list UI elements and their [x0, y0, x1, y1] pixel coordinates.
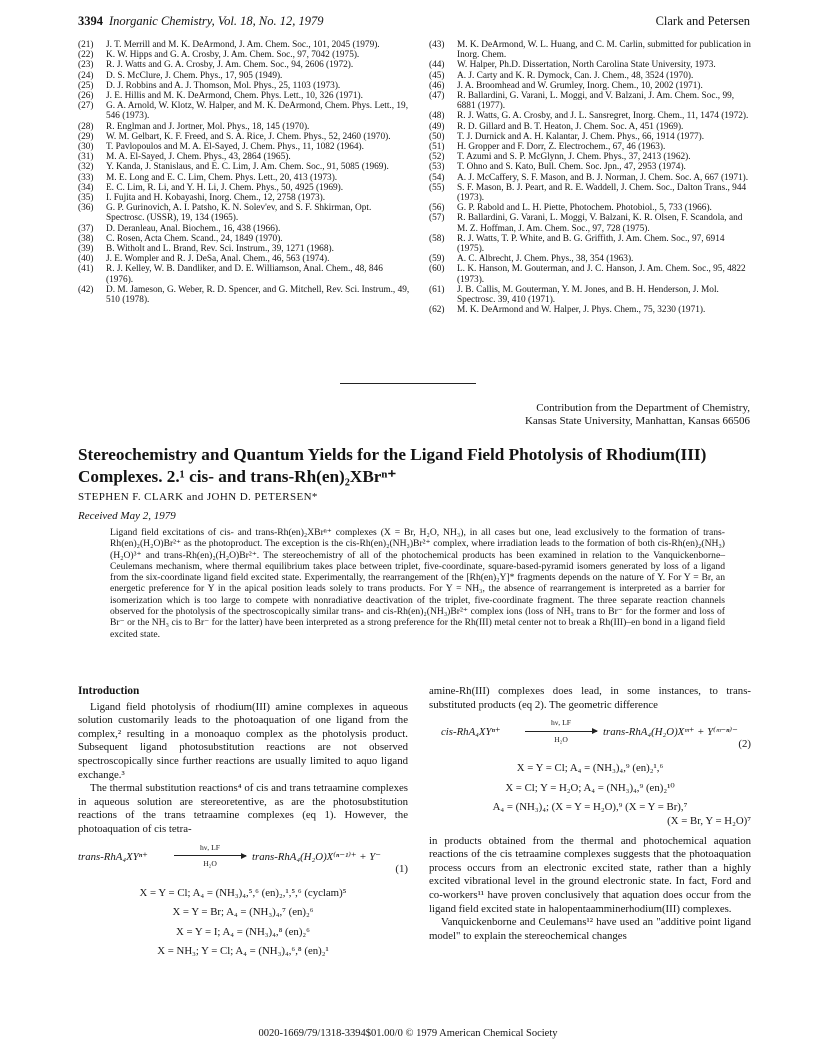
eq1-arrow-label-top: hν, LF [200, 842, 220, 852]
running-authors: Clark and Petersen [655, 14, 750, 28]
reference-number: (25) [78, 80, 94, 91]
reference-text: M. E. Long and E. C. Lim, Chem. Phys. Lett., 20, 413 (1973). [106, 172, 338, 183]
reference-text: A. J. McCaffery, S. F. Mason, and B. J. Norman, J. Chem. Soc. A, 667 (1971). [457, 172, 749, 183]
reference-number: (60) [429, 264, 445, 275]
right-paragraph-1: amine-Rh(III) complexes does lead, in some instances, to trans-substituted products (eq 2). The geometric difference [429, 685, 751, 711]
reference-text: R. Englman and J. Jortner, Mol. Phys., 18, 145 (1970). [106, 121, 310, 132]
reference-number: (50) [429, 131, 445, 142]
reference-entry [78, 91, 411, 101]
reference-number: (53) [429, 162, 445, 173]
reference-entry [78, 60, 411, 70]
reference-text: T. Azumi and S. P. McGlynn, J. Chem. Phys., 37, 2413 (1962). [457, 152, 691, 163]
eq2-condition-3b: (X = Br, Y = H₂O)⁷ [667, 814, 751, 827]
reference-text: I. Fujita and H. Kobayashi, Inorg. Chem., 12, 2758 (1973). [106, 193, 326, 204]
reference-entry [429, 285, 751, 305]
journal-name: Inorganic Chemistry, Vol. 18, No. 12, 1979 [109, 14, 324, 28]
reference-number: (34) [78, 182, 94, 193]
reference-entry [78, 152, 411, 162]
reference-number: (45) [429, 70, 445, 81]
reference-entry [429, 183, 751, 203]
reference-number: (27) [78, 101, 94, 112]
reference-number: (39) [78, 244, 94, 255]
reference-text: D. J. Robbins and A. J. Thomson, Mol. Phys., 25, 1103 (1973). [106, 80, 341, 91]
eq1-arrow [174, 841, 246, 871]
reference-entry [429, 173, 751, 183]
title-line-1: Stereochemistry and Quantum Yields for the Ligand Field Photolysis of Rhodium(III) [78, 445, 707, 464]
reference-entry [429, 40, 751, 60]
reference-number: (54) [429, 172, 445, 183]
eq2-reactant: cis-RhA₄XYⁿ⁺ [441, 726, 501, 739]
intro-paragraph-2: The thermal substitution reactions⁴ of cis and trans tetraamine complexes in aqueous solution are stereoretentive, as are the photosubstitution reactions of the trans tetraamine complexes (eq 1). However, the photoaquation of cis tetra- [78, 782, 408, 835]
intro-paragraph-1: Ligand field photolysis of rhodium(III) amine complexes in aqueous solution customarily leads to the photoaquation of one ligand from the complex,² resulting in a monoaquo complex as the photolysis product. Subsequent ligand photosubstitution reactions are not observed spectroscopically since further reactions are usually limited to aquo ligand exchange.³ [78, 700, 408, 781]
reference-list-left [78, 40, 411, 305]
reference-text: G. P. Gurinovich, A. I. Patsho, K. N. Solev'ev, and S. F. Shkirman, Opt. Spectrosc. (USSR), 19, 134 (1965). [106, 203, 372, 224]
reference-number: (62) [429, 305, 445, 316]
reference-entry [429, 142, 751, 152]
reference-number: (31) [78, 152, 94, 163]
contribution-affiliation [290, 402, 750, 428]
reference-text: R. J. Watts, T. P. White, and B. G. Griffith, J. Am. Chem. Soc., 97, 6914 (1975). [457, 233, 725, 255]
reference-number: (48) [429, 111, 445, 122]
reference-number: (46) [429, 80, 445, 91]
reference-entry [78, 81, 411, 91]
reference-entry [78, 132, 411, 142]
reference-number: (28) [78, 121, 94, 132]
reference-entry [78, 40, 411, 50]
reference-text: Y. Kanda, J. Stanislaus, and E. C. Lim, J. Am. Chem. Soc., 91, 5085 (1969). [106, 162, 389, 173]
reference-text: J. A. Broomhead and W. Grumley, Inorg. Chem., 10, 2002 (1971). [457, 80, 703, 91]
reference-entry [78, 244, 411, 254]
reference-entry [78, 234, 411, 244]
reference-text: J. E. Wompler and R. J. DeSa, Anal. Chem., 46, 563 (1974). [106, 254, 330, 265]
eq1-condition-4: X = NH₃; Y = Cl; A₄ = (NH₃)₄,⁶,⁸ (en)₂¹ [157, 945, 329, 958]
reference-number: (24) [78, 70, 94, 81]
reference-text: J. T. Merrill and M. K. DeArmond, J. Am. Chem. Soc., 101, 2045 (1979). [106, 40, 380, 50]
reference-number: (55) [429, 182, 445, 193]
reference-list-right [429, 40, 751, 315]
equation-1 [78, 841, 408, 881]
eq1-reactant: trans-RhA₄XYⁿ⁺ [78, 850, 148, 863]
title-line-2: Complexes. 2.¹ cis- and trans-Rh(en)₂XBrⁿ⁺ [78, 467, 397, 486]
eq2-arrow-label-top: hν, LF [551, 718, 571, 728]
eq2-number: (2) [738, 738, 751, 751]
reference-entry [78, 122, 411, 132]
reference-entry [78, 285, 411, 305]
reference-entry [78, 173, 411, 183]
affiliation-line-1: Contribution from the Department of Chemistry, [536, 402, 750, 414]
eq2-condition-1: X = Y = Cl; A₄ = (NH₃)₄,⁹ (en)₂¹,⁶ [516, 762, 664, 775]
reference-text: G. A. Arnold, W. Klotz, W. Halper, and M. K. DeArmond, Chem. Phys. Lett., 19, 546 (1973). [106, 101, 409, 122]
reference-text: B. Witholt and L. Brand, Rev. Sci. Instrum., 39, 1271 (1968). [106, 244, 334, 255]
page-number: 3394 [78, 14, 103, 28]
reference-number: (32) [78, 162, 94, 173]
reference-entry [429, 60, 751, 70]
reference-text: R. D. Gillard and B. T. Heaton, J. Chem. Soc. A, 451 (1969). [457, 121, 684, 132]
reference-number: (22) [78, 50, 94, 61]
right-paragraph-3: Vanquickenborne and Ceulemans¹² have used an "additive point ligand model" to explain the stereochemical changes [429, 916, 751, 942]
reference-number: (43) [429, 40, 445, 50]
eq1-condition-3: X = Y = I; A₄ = (NH₃)₄,⁸ (en)₂⁶ [176, 925, 310, 938]
reference-number: (61) [429, 284, 445, 295]
reference-entry [429, 213, 751, 233]
reference-entry [78, 224, 411, 234]
reference-number: (40) [78, 254, 94, 265]
reference-text: R. Ballardini, G. Varani, L. Moggi, and V. Balzani, J. Am. Chem. Soc., 99, 6881 (1977). [457, 91, 735, 112]
reference-text: G. P. Rabold and L. H. Piette, Photochem. Photobiol., 5, 733 (1966). [457, 203, 712, 214]
eq2-condition-2: X = Cl; Y = H₂O; A₄ = (NH₃)₄,⁹ (en)₂¹⁰ [505, 781, 675, 794]
reference-entry [429, 132, 751, 142]
equation-2 [429, 716, 751, 756]
body-column-right [429, 685, 751, 943]
reference-number: (52) [429, 152, 445, 163]
reference-text: M. A. El-Sayed, J. Chem. Phys., 43, 2864 (1965). [106, 152, 291, 163]
reference-text: M. K. DeArmond, W. L. Huang, and C. M. Carlin, submitted for publication in Inorg. Chem. [457, 40, 751, 61]
reference-number: (49) [429, 121, 445, 132]
article-title [78, 444, 758, 488]
eq2-arrow-label-bottom: H₂O [554, 734, 568, 744]
reference-text: A. C. Albrecht, J. Chem. Phys., 38, 354 (1963). [457, 254, 634, 265]
journal-citation [78, 14, 323, 29]
reference-text: M. K. DeArmond and W. Halper, J. Phys. Chem., 75, 3230 (1971). [457, 305, 706, 316]
reference-entry [78, 183, 411, 193]
reference-entry [78, 254, 411, 264]
reference-text: T. Ohno and S. Kato, Bull. Chem. Soc. Jpn., 47, 2953 (1974). [457, 162, 686, 173]
reference-number: (58) [429, 233, 445, 244]
reference-entry [78, 203, 411, 223]
reference-entry [429, 111, 751, 121]
reference-entry [429, 71, 751, 81]
reference-entry [429, 152, 751, 162]
reference-entry [429, 91, 751, 111]
reference-entry [78, 71, 411, 81]
reference-entry [429, 122, 751, 132]
reference-entry [429, 81, 751, 91]
reference-text: A. J. Carty and K. R. Dymock, Can. J. Chem., 48, 3524 (1970). [457, 70, 694, 81]
reference-entry [78, 162, 411, 172]
reference-entry [78, 264, 411, 284]
reference-number: (21) [78, 40, 94, 50]
reference-text: W. M. Gelbart, K. F. Freed, and S. A. Rice, J. Chem. Phys., 52, 2460 (1970). [106, 131, 391, 142]
eq1-condition-2: X = Y = Br; A₄ = (NH₃)₄,⁷ (en)₂⁶ [172, 906, 314, 919]
reference-text: L. K. Hanson, M. Gouterman, and J. C. Hanson, J. Am. Chem. Soc., 95, 4822 (1973). [457, 264, 746, 285]
reference-text: J. B. Callis, M. Gouterman, Y. M. Jones, and B. H. Henderson, J. Mol. Spectrosc. 39, 410 (1971). [457, 284, 719, 306]
reference-entry [78, 193, 411, 203]
reference-number: (56) [429, 203, 445, 214]
eq1-condition-1: X = Y = Cl; A₄ = (NH₃)₄,⁵,⁶ (en)₂,¹,⁵,⁶ (cyclam)⁵ [139, 886, 347, 899]
reference-text: D. M. Jameson, G. Weber, R. D. Spencer, and G. Mitchell, Rev. Sci. Instrum., 49, 510 (1978). [106, 284, 410, 306]
reference-number: (33) [78, 172, 94, 183]
reference-entry [78, 101, 411, 121]
reference-text: K. W. Hipps and G. A. Crosby, J. Am. Chem. Soc., 97, 7042 (1975). [106, 50, 360, 61]
reference-text: R. J. Kelley, W. B. Dandliker, and D. E. Williamson, Anal. Chem., 48, 846 (1976). [106, 264, 383, 285]
reference-text: S. F. Mason, B. J. Peart, and R. E. Waddell, J. Chem. Soc., Dalton Trans., 944 (1973). [457, 182, 747, 204]
reference-entry [429, 234, 751, 254]
reference-entry [429, 264, 751, 284]
reference-text: R. J. Watts and G. A. Crosby, J. Am. Chem. Soc., 94, 2606 (1972). [106, 60, 354, 71]
eq1-arrow-label-bottom: H₂O [203, 859, 217, 869]
reference-entry [429, 305, 751, 315]
reference-text: T. Pavlopoulos and M. A. El-Sayed, J. Chem. Phys., 11, 1082 (1964). [106, 142, 364, 153]
reference-number: (41) [78, 264, 94, 275]
eq1-product: trans-RhA₄(H₂O)X⁽ⁿ⁻¹⁾⁺ + Y⁻ [252, 850, 381, 863]
body-column-left [78, 685, 408, 965]
reaction-arrow-icon [525, 731, 597, 732]
reference-text: T. J. Durnick and A. H. Kalantar, J. Chem. Phys., 66, 1914 (1977). [457, 131, 705, 142]
reference-text: R. Ballardini, G. Varani, L. Moggi, V. Balzani, K. R. Olsen, F. Scandola, and M. Z. Hoffman, J. Am. Chem. Soc., 97, 728 (1975). [457, 213, 743, 234]
reference-number: (38) [78, 233, 94, 244]
article-authors: STEPHEN F. CLARK and JOHN D. PETERSEN* [78, 491, 318, 503]
reference-number: (23) [78, 60, 94, 71]
eq2-arrow [525, 716, 597, 746]
section-divider [340, 383, 476, 384]
right-paragraph-2: in products obtained from the thermal and photochemical aquation reactions of the cis tetraamine complexes suggests that the photoaquation process occurs from an electronic excited state, rather than a highly excited vibrational level in the ground electronic state. In fact, Ford and co-workers¹¹ have proven conclusively that aquation does occur from the ligand field excited state in halopentaamminerhodium(III) complexes. [429, 834, 751, 915]
reference-number: (51) [429, 142, 445, 153]
reference-text: D. S. McClure, J. Chem. Phys., 17, 905 (1949). [106, 70, 283, 81]
reference-number: (44) [429, 60, 445, 71]
affiliation-line-2: Kansas State University, Manhattan, Kansas 66506 [524, 414, 750, 427]
reference-text: J. E. Hillis and M. K. DeArmond, Chem. Phys. Lett., 10, 326 (1971). [106, 91, 363, 102]
reference-number: (36) [78, 203, 94, 214]
reference-text: C. Rosen, Acta Chem. Scand., 24, 1849 (1970). [106, 233, 283, 244]
reference-text: H. Gropper and F. Dorr, Z. Electrochem., 67, 46 (1963). [457, 142, 666, 153]
page-footer: 0020-1669/79/1318-3394$01.00/0 © 1979 American Chemical Society [258, 1028, 558, 1039]
reference-entry [78, 142, 411, 152]
reference-number: (37) [78, 223, 94, 234]
received-date: Received May 2, 1979 [78, 510, 176, 522]
reference-number: (59) [429, 254, 445, 265]
reference-text: E. C. Lim, R. Li, and Y. H. Li, J. Chem. Phys., 50, 4925 (1969). [106, 182, 344, 193]
reference-text: D. Deranleau, Anal. Biochem., 16, 438 (1966). [106, 223, 281, 234]
reference-entry [429, 203, 751, 213]
reference-entry [429, 254, 751, 264]
eq2-product: trans-RhA₄(H₂O)Xᵐ⁺ + Y⁽ᵐ⁻ⁿ⁾⁻ [603, 726, 738, 739]
reference-text: W. Halper, Ph.D. Dissertation, North Carolina State University, 1973. [457, 60, 716, 71]
reference-text: R. J. Watts, G. A. Crosby, and J. L. Sansregret, Inorg. Chem., 11, 1474 (1972). [457, 111, 749, 122]
page-header [78, 14, 750, 34]
abstract: Ligand field excitations of cis- and trans-Rh(en)₂XBrⁿ⁺ complexes (X = Br, H₂O, NH₃), in all cases but one, lead exclusively to the formation of trans-Rh(en)₂(H₂O)Br²⁺ as the photoproduct. The exception is the cis-Rh(en)₂(NH₃)Br²⁺ complex, where irradiation leads to the formation of both cis-Rh(en)₂(NH₃)(H₂O)³⁺ and trans-Rh(en)₂(H₂O)Br²⁺. The stereochemistry of all of the photochemical products has been examined in relation to the Vanquickenborne–Ceulemans mechanism, where thermal equilibrium takes place between triplet, five-coordinate, square-based-pyramid isomers generated by loss of a ligand from the six-coordinate ligand field excited state. Experimentally, the rearrangement of the [Rh(en)₂Y]* fragments depends on the nature of Y. For Y = Br, an energetic preference for Y in the apical position leads solely to trans products. For Y = NH₃, the absence of rearrangement is interpreted as a barrier for isomerization which is too large to compete with nonradiative deactivation of the triplet, five-coordinate fragment. The three separate reaction channels observed for the photolysis of the spectroscopically similar trans- and cis-Rh(en)₂(NH₃)Br²⁺ complex ions (loss of NH₃ trans to Br⁻ for the former and loss of Br⁻ or the NH₃ cis to Br⁻ for the latter) have been interpreted as a strong preference for the Rh(III) metal center not to break a Rh(III)–en bond in a ligand field excited state. [110, 527, 725, 640]
reference-number: (57) [429, 213, 445, 224]
reference-number: (47) [429, 91, 445, 102]
reference-number: (35) [78, 193, 94, 204]
reference-entry [429, 162, 751, 172]
reference-number: (30) [78, 142, 94, 153]
reference-number: (29) [78, 131, 94, 142]
eq2-condition-3a: A₄ = (NH₃)₄; (X = Y = H₂O),⁹ (X = Y = Br),⁷ [492, 801, 688, 814]
eq1-number: (1) [395, 862, 408, 875]
reference-number: (26) [78, 91, 94, 102]
reference-number: (42) [78, 284, 94, 295]
reference-entry [78, 50, 411, 60]
section-heading-introduction: Introduction [78, 685, 140, 697]
reaction-arrow-icon [174, 855, 246, 856]
